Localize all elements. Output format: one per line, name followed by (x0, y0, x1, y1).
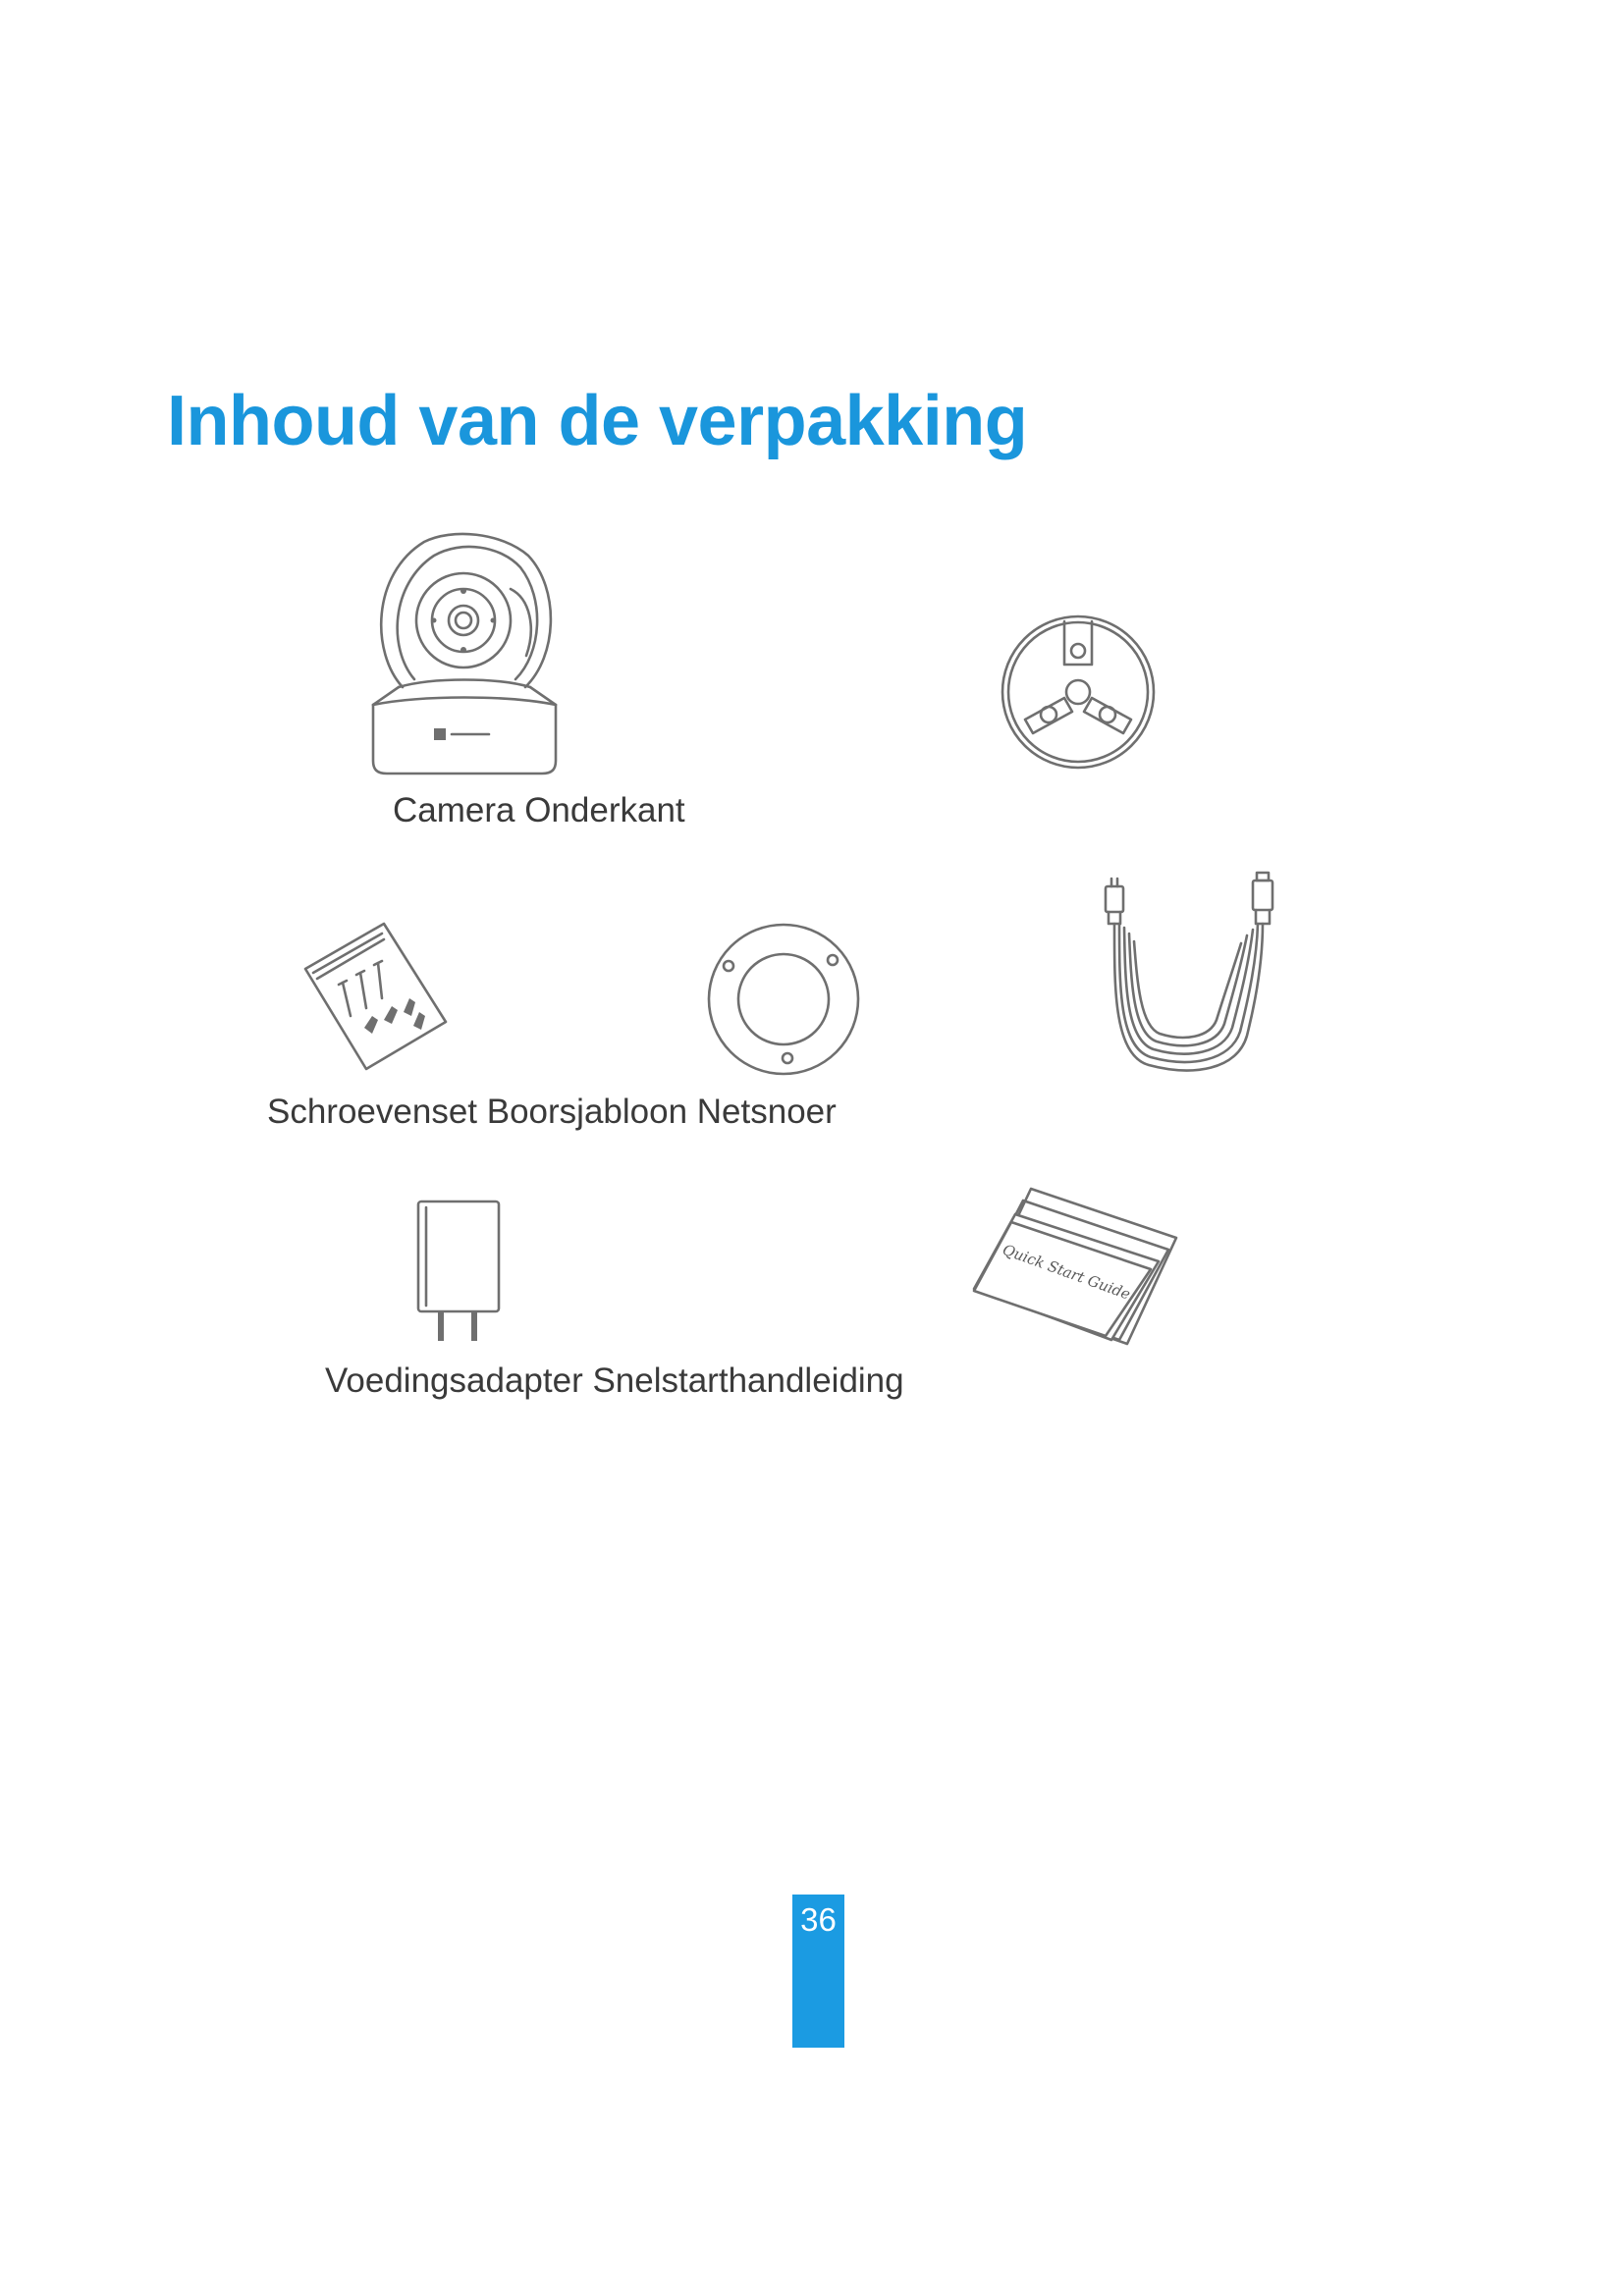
power-adapter-illustration (410, 1198, 509, 1345)
page-title: Inhoud van de verpakking (167, 382, 1028, 460)
camera-illustration (363, 530, 565, 775)
base-illustration (1000, 614, 1157, 771)
drill-template-illustration (705, 921, 862, 1078)
quick-start-guide-illustration (972, 1183, 1183, 1350)
guide-cover-text: Quick Start Guide (1000, 1240, 1133, 1304)
label-row-2: Schroevenset Boorsjabloon Netsnoer (267, 1093, 837, 1131)
label-row-3: Voedingsadapter Snelstarthandleiding (325, 1362, 904, 1400)
page-number-tab (792, 1895, 844, 2048)
screw-set-illustration (299, 918, 452, 1075)
page-number: 36 (800, 1901, 837, 1938)
power-cable-illustration (1100, 869, 1281, 1075)
label-row-1: Camera Onderkant (393, 791, 685, 829)
